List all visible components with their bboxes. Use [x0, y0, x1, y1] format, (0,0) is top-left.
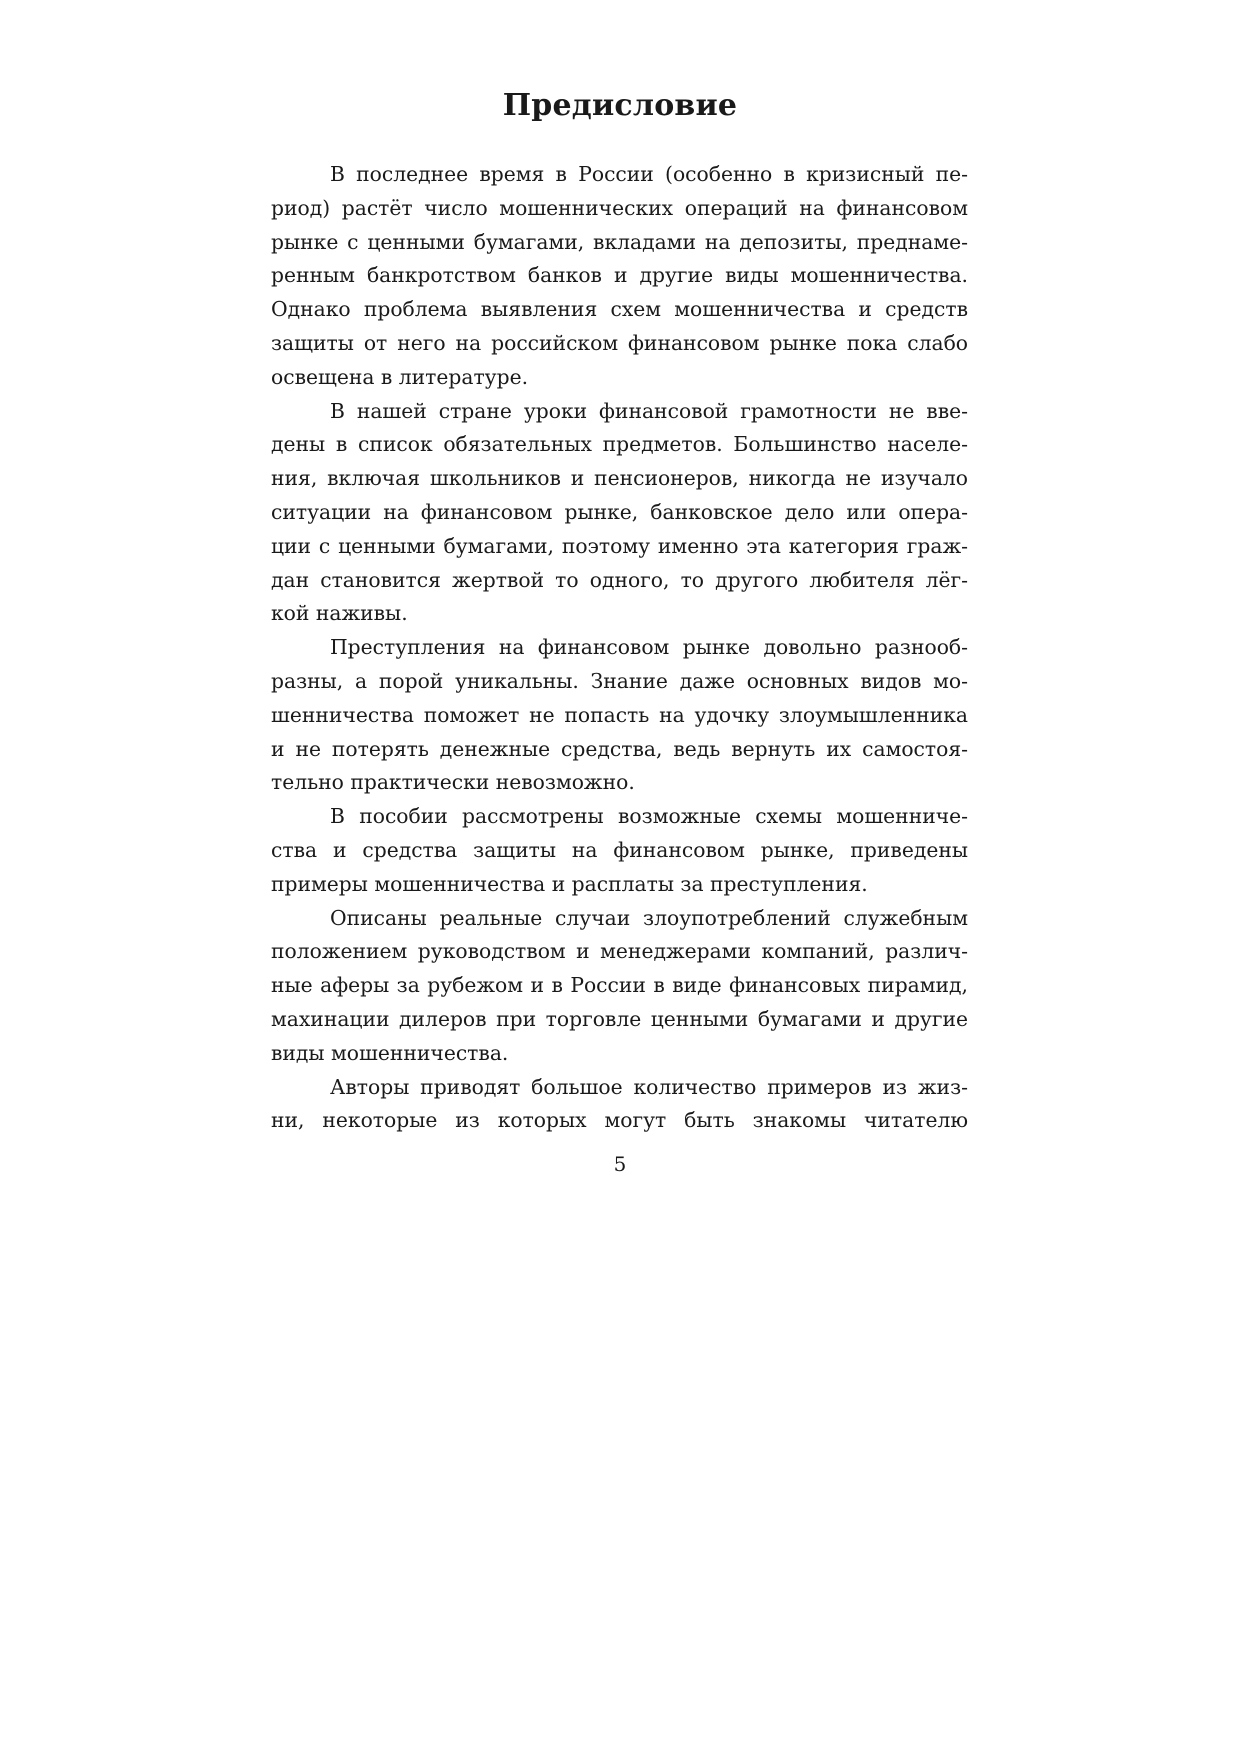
- text-line: Однако проблема выявления схем мошенничества и средств: [271, 297, 968, 322]
- paragraph-1: [271, 158, 968, 395]
- text-line: риод) растёт число мошеннических операций на финансовом: [271, 195, 968, 220]
- text-line: ситуации на финансовом рынке, банковское дело или опера-: [271, 499, 968, 524]
- text-line: ренным банкротством банков и другие виды мошенничества.: [271, 263, 968, 288]
- text-line: Преступления на финансовом рынке довольно разнооб-: [330, 635, 968, 660]
- text-line: ства и средства защиты на финансовом рынке, приведены: [271, 837, 968, 862]
- text-line: В нашей стране уроки финансовой грамотности не вве-: [330, 398, 968, 423]
- text-line: В пособии рассмотрены возможные схемы мошенниче-: [330, 804, 968, 829]
- text-line: дан становится жертвой то одного, то другого любителя лёг-: [271, 567, 968, 592]
- text-line: ции с ценными бумагами, поэтому именно эта категория граж-: [271, 533, 968, 558]
- page-title: Предисловие: [502, 88, 738, 123]
- paragraph-6: [271, 1071, 968, 1139]
- text-line: кой наживы.: [271, 601, 408, 626]
- text-line: шенничества поможет не попасть на удочку злоумышленника: [271, 702, 968, 727]
- text-line: примеры мошенничества и расплаты за преступления.: [271, 871, 868, 896]
- text-line: рынке с ценными бумагами, вкладами на депозиты, преднаме-: [271, 229, 968, 254]
- text-line: махинации дилеров при торговле ценными бумагами и другие: [271, 1006, 968, 1031]
- page-number: 5: [613, 1152, 627, 1176]
- body-text: [271, 158, 968, 1138]
- text-line: разны, а порой уникальны. Знание даже основных видов мо-: [271, 668, 968, 693]
- text-line: Описаны реальные случаи злоупотреблений служебным: [330, 905, 968, 930]
- text-line: и не потерять денежные средства, ведь вернуть их самостоя-: [271, 736, 968, 761]
- paragraph-4: [271, 800, 968, 901]
- text-line: ния, включая школьников и пенсионеров, никогда не изучало: [271, 466, 968, 491]
- paragraph-2: [271, 395, 968, 632]
- text-line: Авторы приводят большое количество примеров из жиз-: [330, 1074, 968, 1099]
- text-line: ни, некоторые из которых могут быть знакомы читателю: [271, 1108, 968, 1133]
- text-line: положением руководством и менеджерами компаний, различ-: [271, 939, 968, 964]
- text-line: ные аферы за рубежом и в России в виде финансовых пирамид,: [271, 973, 968, 998]
- paragraph-5: [271, 902, 968, 1071]
- text-line: тельно практически невозможно.: [271, 770, 635, 795]
- text-line: дены в список обязательных предметов. Большинство населе-: [271, 432, 968, 457]
- text-line: В последнее время в России (особенно в кризисный пе-: [330, 162, 968, 186]
- text-line: освещена в литературе.: [271, 364, 529, 389]
- text-line: виды мошенничества.: [271, 1040, 509, 1065]
- paragraph-3: [271, 631, 968, 800]
- text-line: защиты от него на российском финансовом рынке пока слабо: [271, 330, 968, 355]
